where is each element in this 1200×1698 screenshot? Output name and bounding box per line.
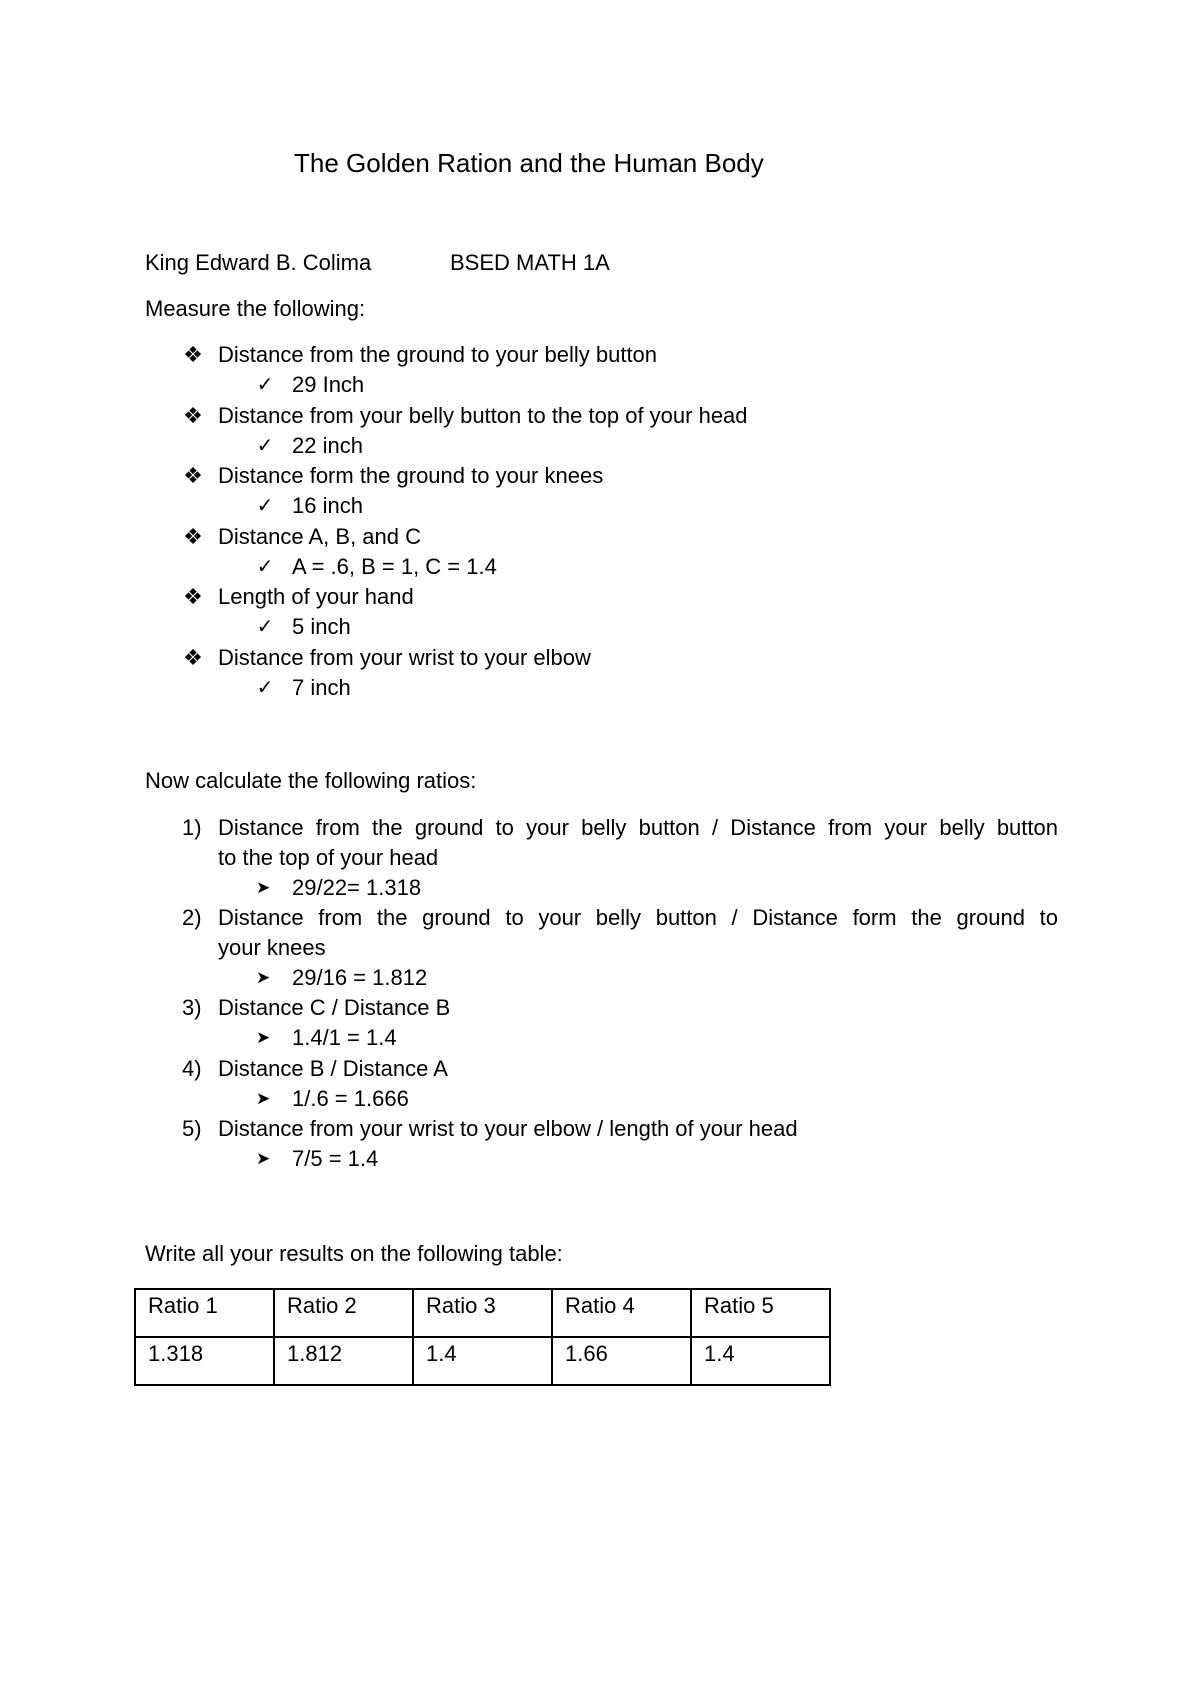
checkmark-icon: ✓ — [256, 374, 274, 396]
measure-item-label: Distance form the ground to your knees — [218, 463, 604, 488]
diamond-bullet-icon: ❖ — [183, 403, 203, 428]
ratio-item-label-cont: your knees — [218, 935, 326, 960]
table-cell: 1.812 — [274, 1337, 413, 1385]
ratio-number: 2) — [182, 905, 202, 930]
measure-item-answer: 29 Inch — [292, 372, 365, 397]
arrowhead-icon: ➤ — [256, 1028, 271, 1047]
arrowhead-icon: ➤ — [256, 968, 271, 987]
checkmark-icon: ✓ — [256, 495, 274, 517]
measure-item-answer: 5 inch — [292, 614, 351, 639]
ratio-number: 5) — [182, 1116, 202, 1141]
measure-item-label: Distance from your belly button to the top of your head — [218, 403, 748, 428]
measure-item-label: Distance from your wrist to your elbow — [218, 645, 591, 670]
table-cell: 1.4 — [691, 1337, 830, 1385]
ratio-item-label: Distance from the ground to your belly button / Distance form the ground to — [218, 905, 1058, 930]
checkmark-icon: ✓ — [256, 616, 274, 638]
ratio-item-answer: 1.4/1 = 1.4 — [292, 1025, 397, 1050]
table-cell: 1.318 — [135, 1337, 274, 1385]
arrowhead-icon: ➤ — [256, 1089, 271, 1108]
student-name: King Edward B. Colima — [145, 250, 372, 275]
checkmark-icon: ✓ — [256, 677, 274, 699]
diamond-bullet-icon: ❖ — [183, 645, 203, 670]
checkmark-icon: ✓ — [256, 556, 274, 578]
ratio-number: 4) — [182, 1056, 202, 1081]
measure-item-label: Distance A, B, and C — [218, 524, 421, 549]
table-row — [135, 1337, 830, 1385]
table-header-cell: Ratio 5 — [691, 1289, 830, 1337]
table-header-cell: Ratio 2 — [274, 1289, 413, 1337]
table-heading: Write all your results on the following table: — [145, 1241, 563, 1266]
ratios-heading: Now calculate the following ratios: — [145, 768, 477, 793]
measure-item-answer: 22 inch — [292, 433, 363, 458]
ratio-item-label: Distance B / Distance A — [218, 1056, 448, 1081]
ratio-item-answer: 29/22= 1.318 — [292, 875, 422, 900]
measure-item-label: Length of your hand — [218, 584, 414, 609]
arrowhead-icon: ➤ — [256, 878, 271, 897]
ratio-number: 3) — [182, 995, 202, 1020]
ratio-item-label: Distance from your wrist to your elbow / length of your head — [218, 1116, 798, 1141]
student-course: BSED MATH 1A — [450, 250, 610, 275]
diamond-bullet-icon: ❖ — [183, 524, 203, 549]
ratio-item-answer: 1/.6 = 1.666 — [292, 1086, 409, 1111]
ratio-item-answer: 7/5 = 1.4 — [292, 1146, 379, 1171]
table-header-row — [135, 1289, 830, 1337]
checkmark-icon: ✓ — [256, 435, 274, 457]
diamond-bullet-icon: ❖ — [183, 584, 203, 609]
diamond-bullet-icon: ❖ — [183, 463, 203, 488]
table-header-cell: Ratio 4 — [552, 1289, 691, 1337]
ratio-item-answer: 29/16 = 1.812 — [292, 965, 428, 990]
results-table — [134, 1288, 831, 1386]
table-header-cell: Ratio 1 — [135, 1289, 274, 1337]
measure-item-label: Distance from the ground to your belly button — [218, 342, 658, 367]
arrowhead-icon: ➤ — [256, 1149, 271, 1168]
diamond-bullet-icon: ❖ — [183, 342, 203, 367]
page-title: The Golden Ration and the Human Body — [294, 148, 764, 178]
measure-item-answer: A = .6, B = 1, C = 1.4 — [292, 554, 497, 579]
ratio-item-label-cont: to the top of your head — [218, 845, 439, 870]
measure-item-answer: 16 inch — [292, 493, 363, 518]
table-cell: 1.4 — [413, 1337, 552, 1385]
table-cell: 1.66 — [552, 1337, 691, 1385]
table-header-cell: Ratio 3 — [413, 1289, 552, 1337]
ratio-item-label: Distance C / Distance B — [218, 995, 451, 1020]
ratio-item-label: Distance from the ground to your belly button / Distance from your belly button — [218, 815, 1058, 840]
ratio-number: 1) — [182, 815, 202, 840]
measure-heading: Measure the following: — [145, 296, 366, 321]
measure-item-answer: 7 inch — [292, 675, 351, 700]
